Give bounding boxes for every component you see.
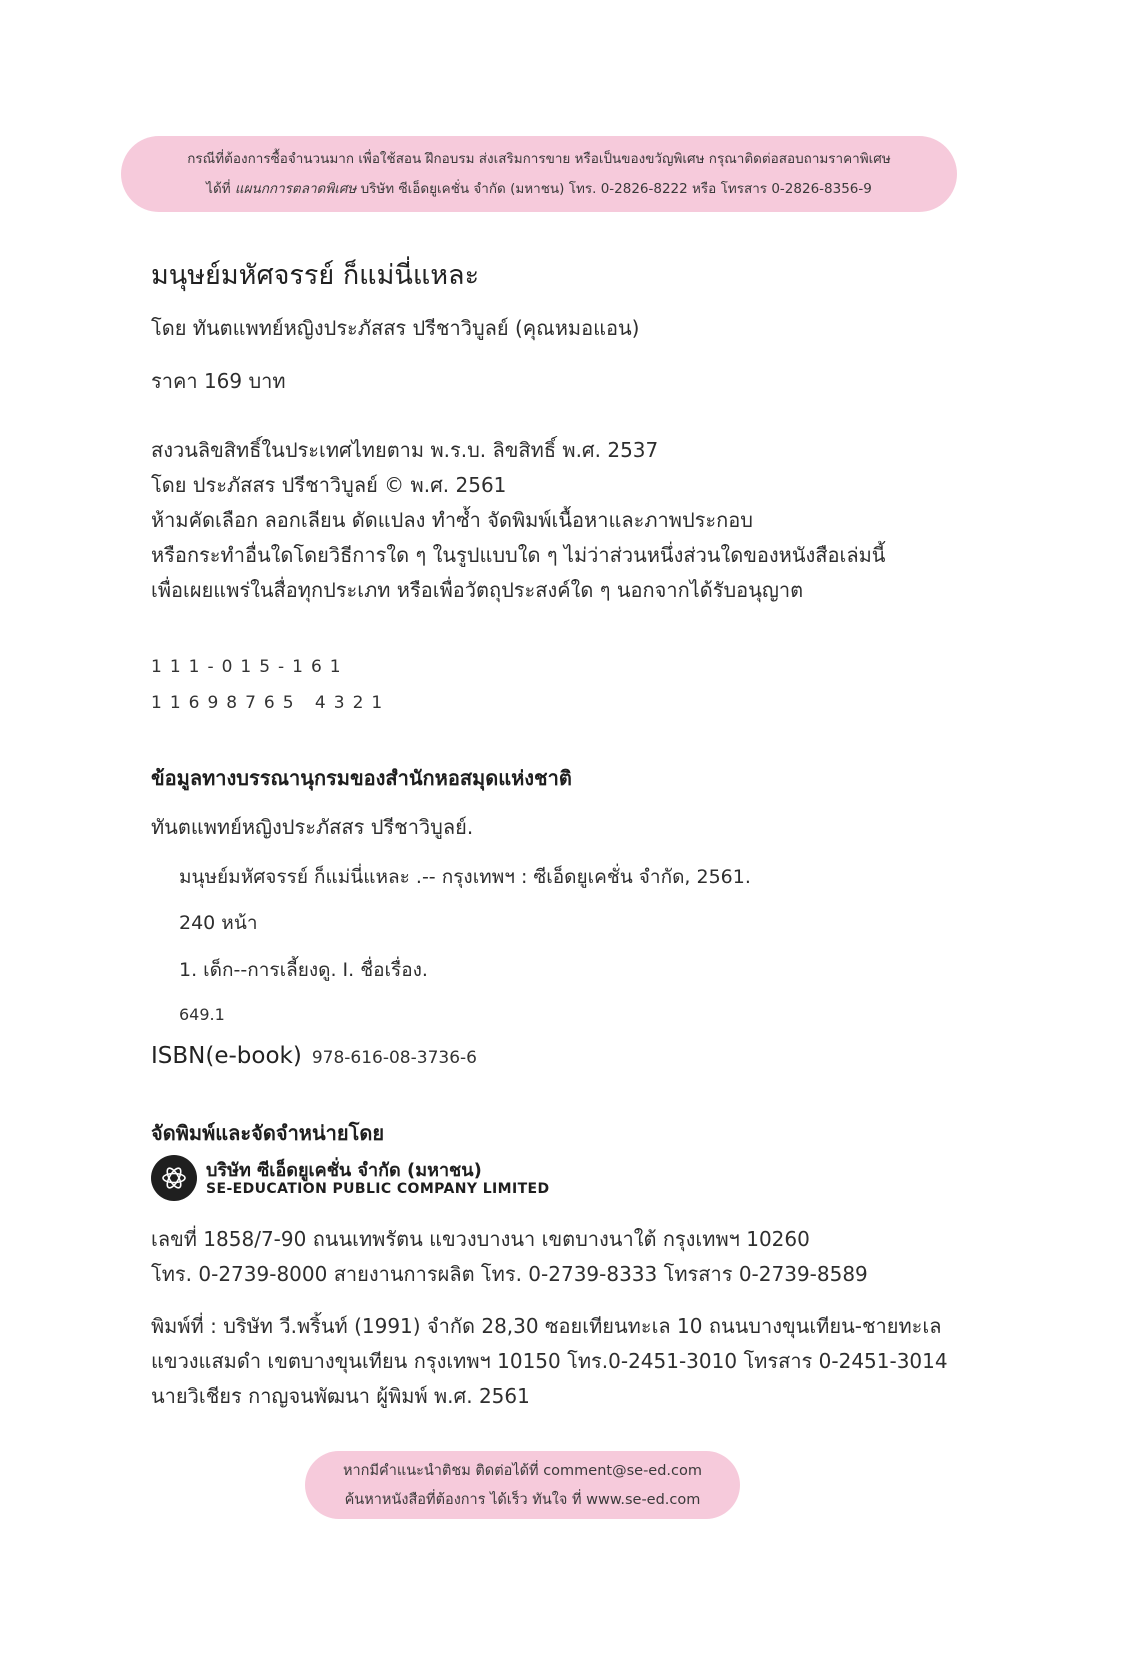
book-title: มนุษย์มหัศจรรย์ ก็แม่นี่แหละ bbox=[151, 260, 480, 291]
copyright-line: โดย ประภัสสร ปรีชาวิบูลย์ © พ.ศ. 2561 bbox=[151, 473, 507, 497]
printer-line: แขวงแสมดำ เขตบางขุนเทียน กรุงเทพฯ 10150 โทร.0-2451-3010 โทรสาร 0-2451-3014 bbox=[151, 1349, 948, 1373]
contact-notice bbox=[305, 1451, 740, 1519]
cataloging-heading: ข้อมูลทางบรรณานุกรมของสำนักหอสมุดแห่งชาติ bbox=[151, 766, 572, 790]
publisher-address: เลขที่ 1858/7-90 ถนนเทพรัตน แขวงบางนา เขตบางนาใต้ กรุงเทพฯ 10260 bbox=[151, 1227, 810, 1251]
bulk-notice-prefix: ได้ที่ bbox=[206, 181, 235, 197]
cataloging-title: มนุษย์มหัศจรรย์ ก็แม่นี่แหละ .-- กรุงเทพฯ : ซีเอ็ดยูเคชั่น จำกัด, 2561. bbox=[179, 866, 751, 888]
copyright-line: เพื่อเผยแพร่ในสื่อทุกประเภท หรือเพื่อวัตถุประสงค์ใด ๆ นอกจากได้รับอนุญาต bbox=[151, 578, 804, 602]
bulk-notice-contact: บริษัท ซีเอ็ดยูเคชั่น จำกัด (มหาชน) โทร. 0-2826-8222 หรือ โทรสาร 0-2826-8356-9 bbox=[356, 181, 872, 197]
isbn-row bbox=[151, 1043, 477, 1069]
cataloging-subject: 1. เด็ก--การเลี้ยงดู. I. ชื่อเรื่อง. bbox=[179, 959, 428, 981]
book-author: โดย ทันตแพทย์หญิงประภัสสร ปรีชาวิบูลย์ (คุณหมอแอน) bbox=[151, 316, 640, 340]
book-price: ราคา 169 บาท bbox=[151, 369, 286, 393]
bulk-notice-department: แผนกการตลาดพิเศษ bbox=[234, 181, 357, 197]
print-run-code: 11698765 4321 bbox=[151, 693, 391, 713]
product-code: 111-015-161 bbox=[151, 657, 349, 677]
bulk-notice-line-2 bbox=[121, 174, 957, 204]
se-ed-logo-icon bbox=[151, 1155, 197, 1201]
cataloging-author: ทันตแพทย์หญิงประภัสสร ปรีชาวิบูลย์. bbox=[151, 815, 474, 839]
contact-notice-website-line: ค้นหาหนังสือที่ต้องการ ได้เร็ว ทันใจ ที่ www.se-ed.com bbox=[344, 1492, 701, 1508]
copyright-line: ห้ามคัดเลือก ลอกเลียน ดัดแปลง ทำซ้ำ จัดพิมพ์เนื้อหาและภาพประกอบ bbox=[151, 508, 753, 532]
publisher-heading: จัดพิมพ์และจัดจำหน่ายโดย bbox=[151, 1121, 385, 1145]
printer-line: นายวิเชียร กาญจนพัฒนา ผู้พิมพ์ พ.ศ. 2561 bbox=[151, 1384, 530, 1408]
copyright-line: หรือกระทำอื่นใดโดยวิธีการใด ๆ ในรูปแบบใด ๆ ไม่ว่าส่วนหนึ่งส่วนใดของหนังสือเล่มนี้ bbox=[151, 543, 886, 567]
publisher-name-thai: บริษัท ซีเอ็ดยูเคชั่น จำกัด (มหาชน) bbox=[206, 1160, 482, 1181]
bulk-purchase-notice bbox=[121, 136, 957, 212]
cataloging-pages: 240 หน้า bbox=[179, 912, 258, 934]
isbn-value: 978-616-08-3736-6 bbox=[311, 1048, 477, 1068]
isbn-label: ISBN(e-book) bbox=[151, 1043, 302, 1069]
bulk-notice-line-1: กรณีที่ต้องการซื้อจำนวนมาก เพื่อใช้สอน ฝึกอบรม ส่งเสริมการขาย หรือเป็นของขวัญพิเศษ กรุณาติดต่อสอบถามราคาพิเศษ bbox=[187, 151, 891, 167]
se-ed-logo-mark bbox=[160, 1164, 188, 1192]
cataloging-classification: 649.1 bbox=[179, 1005, 225, 1024]
publisher-phones: โทร. 0-2739-8000 สายงานการผลิต โทร. 0-2739-8333 โทรสาร 0-2739-8589 bbox=[151, 1262, 868, 1286]
copyright-line: สงวนลิขสิทธิ์ในประเทศไทยตาม พ.ร.บ. ลิขสิทธิ์ พ.ศ. 2537 bbox=[151, 438, 659, 462]
publisher-name-english: SE-EDUCATION PUBLIC COMPANY LIMITED bbox=[206, 1181, 550, 1197]
printer-line: พิมพ์ที่ : บริษัท วี.พริ้นท์ (1991) จำกัด 28,30 ซอยเทียนทะเล 10 ถนนบางขุนเทียน-ชายทะเล bbox=[151, 1314, 942, 1338]
contact-notice-email-line: หากมีคำแนะนำติชม ติดต่อได้ที่ comment@se-ed.com bbox=[342, 1463, 703, 1479]
